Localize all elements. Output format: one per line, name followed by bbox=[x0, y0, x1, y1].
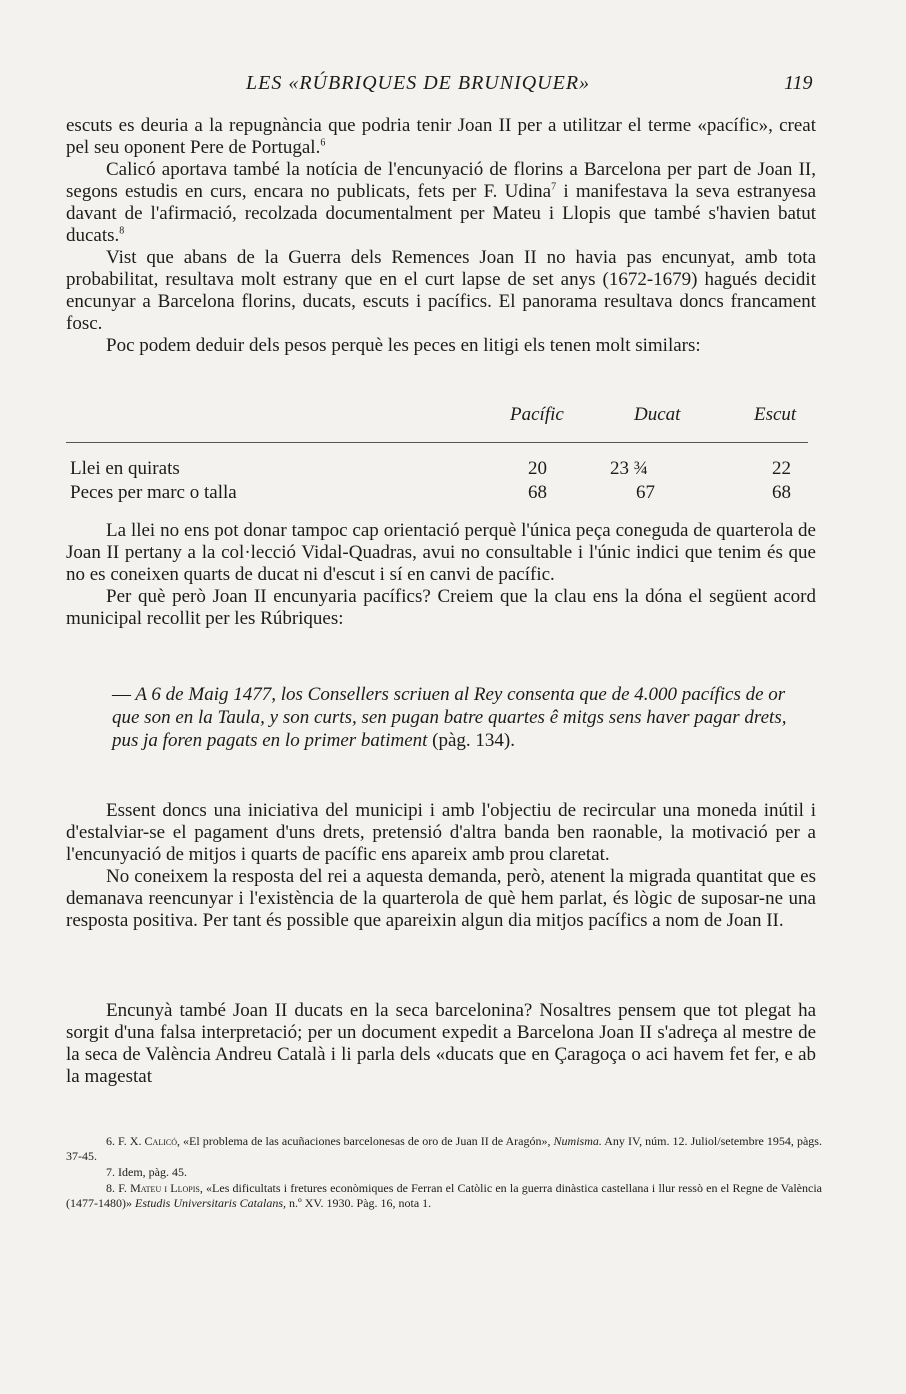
body-text-middle bbox=[66, 520, 816, 630]
cell-ducat: 23 ¾ bbox=[610, 458, 648, 479]
footnote-6-num: 6. F. X. bbox=[106, 1134, 145, 1148]
paragraph-4: Poc podem deduir dels pesos perquè les peces en litigi els tenen molt similars: bbox=[106, 335, 701, 356]
body-text-upper bbox=[66, 115, 816, 357]
table-row bbox=[66, 458, 816, 482]
footnote-8 bbox=[66, 1181, 822, 1211]
quote-text: A 6 de Maig 1477, los Consellers scriuen al Rey consenta que de 4.000 pacífics de or que son en la Taula, y son curts, sen pugan batre quartes ê mitgs sens haver pagar drets, pus ja foren pagats en lo primer batiment bbox=[112, 684, 787, 751]
body-text-bottom bbox=[66, 1000, 816, 1088]
paragraph-7: Essent doncs una iniciativa del municipi i amb l'objectiu de recircular una moneda inútil i d'estalviar-se el pagament d'uns drets, pretensió d'altra banda ben raonable, la motivació per a l'encunyació de mitjos i quarts de pacífic ens apareix amb prou claretat. bbox=[66, 800, 816, 865]
footnote-8-details: n.º XV. 1930. Pàg. 16, nota 1. bbox=[286, 1196, 432, 1210]
table-header bbox=[66, 404, 816, 436]
cell-pacific: 68 bbox=[528, 482, 547, 503]
footnote-7: 7. Idem, pàg. 45. bbox=[106, 1165, 187, 1179]
col-header-pacific: Pacífic bbox=[510, 404, 564, 425]
quote-dash: — bbox=[112, 684, 131, 705]
page-number: 119 bbox=[784, 72, 813, 94]
footnote-8-num: 8. F. bbox=[106, 1181, 131, 1195]
paragraph-5: La llei no ens pot donar tampoc cap orientació perquè l'única peça coneguda de quarterola de Joan II pertany a la col·lecció Vidal-Quadras, avui no consultable i l'únic indici que tenim és que no es coneixen quarts de ducat ni d'escut i sí en canvi de pacífic. bbox=[66, 520, 816, 585]
body-text-lower bbox=[66, 800, 816, 932]
footnote-ref-6: 6 bbox=[320, 137, 326, 149]
cell-escut: 22 bbox=[772, 458, 791, 479]
cell-ducat: 67 bbox=[636, 482, 655, 503]
footnote-8-title: , «Les dificultats i fretures econòmiques de Ferran el Catòlic en la guerra dinàstica castellana i llur ressò en el Regne de València (1477-1480)» bbox=[66, 1181, 822, 1210]
paragraph-1 bbox=[66, 115, 816, 159]
weights-table bbox=[66, 404, 816, 503]
running-title: LES «RÚBRIQUES DE BRUNIQUER» bbox=[246, 72, 591, 94]
table-row bbox=[66, 482, 816, 506]
footnote-6-author: Calicó bbox=[144, 1134, 177, 1148]
table-rule bbox=[66, 442, 808, 443]
cell-escut: 68 bbox=[772, 482, 791, 503]
footnote-6-details: Any IV, núm. 12. Juliol/setembre 1954, pàgs. 37-45. bbox=[66, 1134, 822, 1163]
col-header-ducat: Ducat bbox=[634, 404, 681, 425]
footnote-6-title: , «El problema de las acuñaciones barcelonesas de oro de Juan II de Aragón», bbox=[176, 1134, 554, 1148]
running-head bbox=[0, 72, 906, 102]
paragraph-2 bbox=[66, 159, 816, 247]
paragraph-3: Vist que abans de la Guerra dels Remences Joan II no havia pas encunyat, amb tota probabilitat, resultava molt estrany que en el curt lapse de set anys (1672-1679) hagués decidit encunyar a Barcelona florins, ducats, escuts i pacífics. El panorama resultava doncs francament fosc. bbox=[66, 247, 816, 334]
paragraph-2-text-b: i manifestava la seva estranyesa davant de l'afirmació, recolzada documentalment per Mateu i Llopis que també s'havien batut ducats. bbox=[66, 181, 816, 246]
footnote-ref-8: 8 bbox=[119, 225, 125, 237]
footnote-ref-7: 7 bbox=[551, 181, 557, 193]
col-header-escut: Escut bbox=[754, 404, 797, 425]
paragraph-6: Per què però Joan II encunyaria pacífics? Creiem que la clau ens la dóna el següent acord municipal recollit per les Rúbriques: bbox=[66, 586, 816, 629]
row-label: Llei en quirats bbox=[70, 458, 180, 479]
footnote-8-author: Mateu i Llopis bbox=[130, 1181, 200, 1195]
footnotes bbox=[66, 1134, 822, 1212]
paragraph-1-text: escuts es deuria a la repugnància que podria tenir Joan II per a utilitzar el terme «pacífic», creat pel seu oponent Pere de Portugal. bbox=[66, 115, 816, 158]
quote-reference: (pàg. 134). bbox=[427, 730, 516, 751]
paragraph-8: No coneixem la resposta del rei a aquesta demanda, però, atenent la migrada quantitat que es demanava reencunyar i l'existència de la quarterola de què hem parlat, és lògic de suposar-ne una resposta positiva. Per tant és possible que apareixin algun dia mitjos pacífics a nom de Joan II. bbox=[66, 866, 816, 931]
paragraph-9: Encunyà també Joan II ducats en la seca barcelonina? Nosaltres pensem que tot plegat ha sorgit d'una falsa interpretació; per un document expedit a Barcelona Joan II s'adreça al mestre de la seca de València Andreu Català i li parla dels «ducats que en Çaragoça o aci havem fet fer, e ab la magestat bbox=[66, 1000, 816, 1087]
footnote-8-journal: Estudis Universitaris Catalans, bbox=[135, 1196, 287, 1210]
footnote-6 bbox=[66, 1134, 822, 1164]
paragraph-2-text-a: Calicó aportava també la notícia de l'encunyació de florins a Barcelona per part de Joan II, segons estudis en curs, encara no publicats, fets per F. Udina bbox=[66, 159, 816, 202]
block-quote bbox=[112, 683, 816, 752]
row-label: Peces per marc o talla bbox=[70, 482, 237, 503]
footnote-6-journal: Numisma. bbox=[553, 1134, 602, 1148]
cell-pacific: 20 bbox=[528, 458, 547, 479]
